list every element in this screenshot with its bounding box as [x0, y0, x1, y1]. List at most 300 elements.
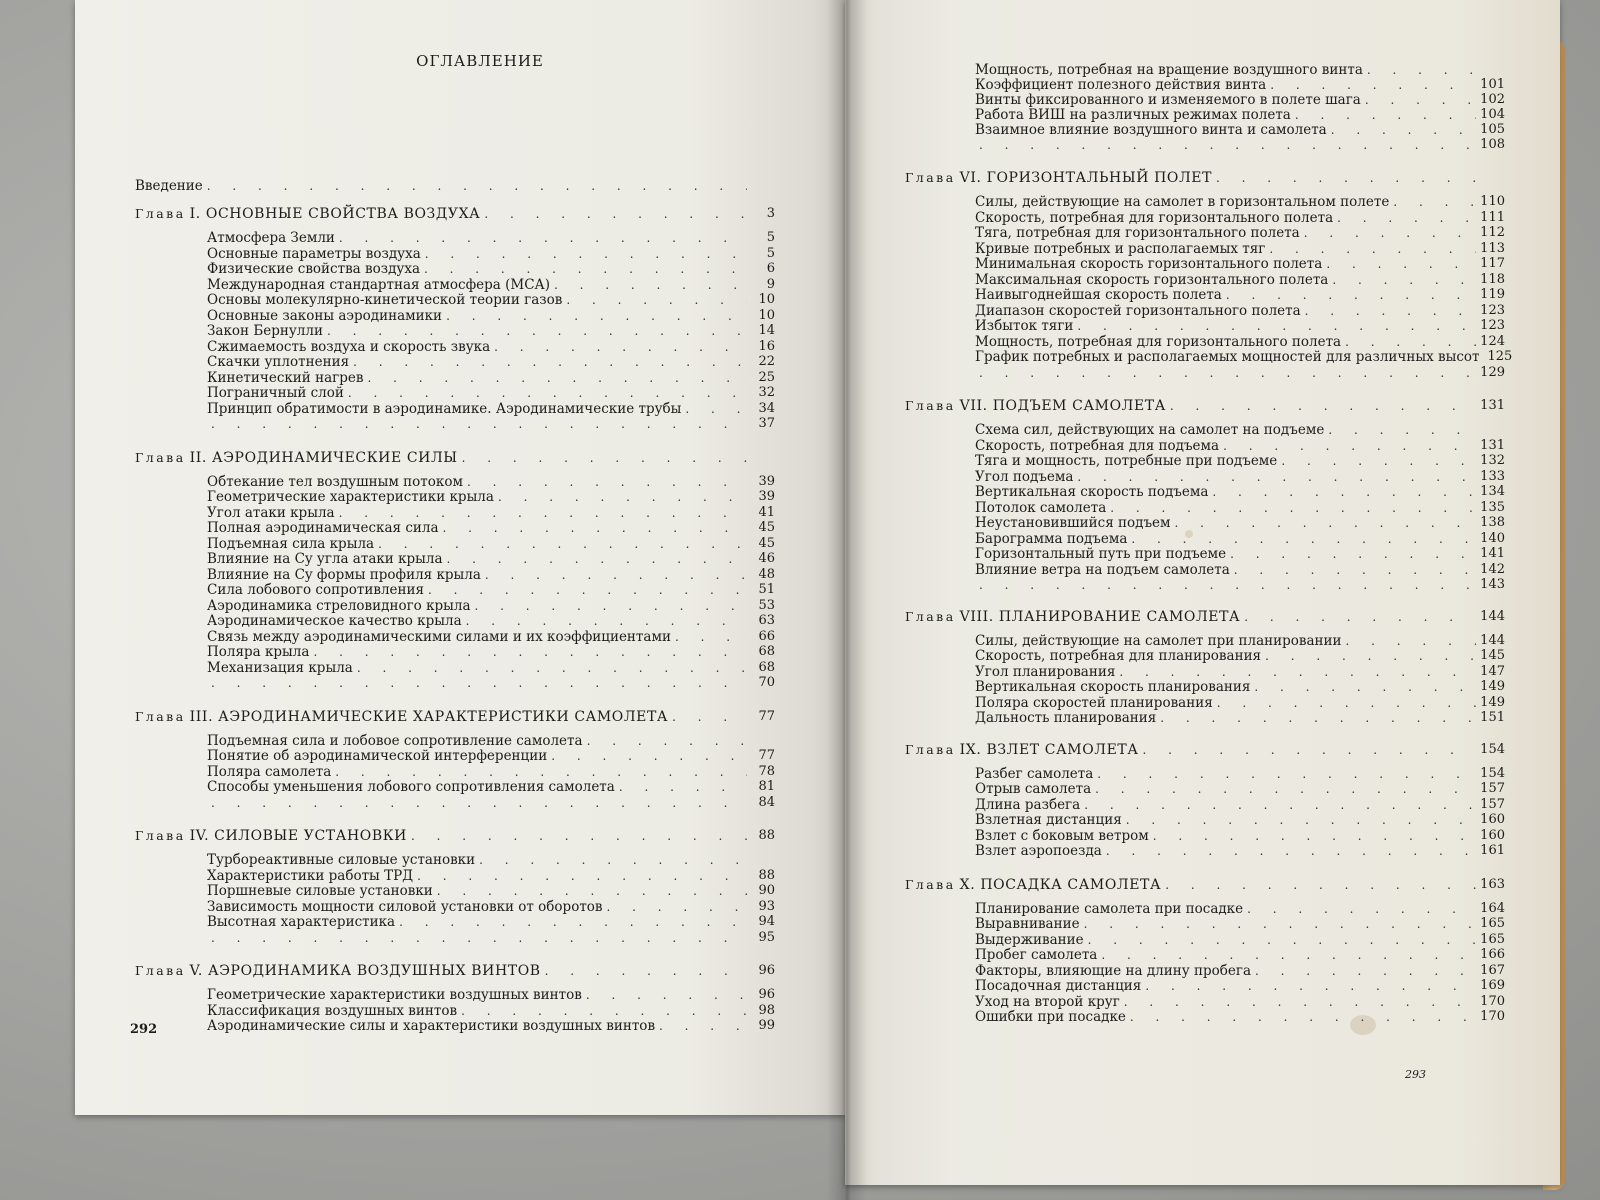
toc-entry-row — [207, 246, 775, 262]
chapter-name: VIII. ПЛАНИРОВАНИЕ САМОЛЕТА — [959, 608, 1241, 625]
leader-dots — [1337, 210, 1476, 226]
page-ref: 149 — [1480, 694, 1505, 710]
toc-entry-row — [975, 797, 1505, 813]
leader-dots — [399, 914, 747, 930]
entry-title — [975, 287, 1222, 303]
chapter-title — [905, 742, 1139, 758]
entry-title — [207, 474, 463, 490]
entry-title — [207, 582, 424, 598]
entry-title — [975, 225, 1300, 241]
leader-dots — [1281, 453, 1476, 469]
toc-entry-row — [207, 582, 775, 598]
leader-dots — [1130, 1009, 1476, 1025]
entry-title — [975, 916, 1080, 932]
page-ref: 110 — [1480, 194, 1505, 209]
page-ref: 10 — [758, 292, 775, 307]
toc-entry-row — [975, 225, 1505, 241]
leader-dots — [1326, 256, 1476, 272]
page-ref: 84 — [758, 794, 775, 810]
entry-name: Кинетический нагрев — [207, 369, 364, 386]
leader-dots — [1124, 994, 1476, 1010]
entry-title — [975, 994, 1120, 1010]
leader-dots — [1212, 484, 1476, 500]
entry-name: Коэффициент полезного действия винта — [975, 77, 1267, 93]
entry-name: Силы, действующие на самолет в горизонтальном полете — [975, 194, 1390, 210]
entry-title — [975, 438, 1219, 454]
toc-entry-row — [207, 520, 775, 536]
entry-name: Международная стандартная атмосфера (МСА) — [207, 276, 551, 293]
page-ref: 151 — [1480, 710, 1505, 725]
page-ref: 117 — [1480, 256, 1505, 271]
entry-name: Физические свойства воздуха — [207, 261, 421, 277]
toc-entry-row — [207, 536, 775, 552]
toc-entry-row — [207, 323, 775, 339]
page-ref: 9 — [766, 276, 775, 292]
page-ref: 161 — [1480, 843, 1505, 858]
page-ref: 77 — [758, 708, 775, 724]
leader-dots — [587, 733, 747, 749]
leader-dots — [1145, 978, 1476, 994]
entry-name: Скачки уплотнения — [207, 354, 350, 370]
page-ref: 147 — [1480, 663, 1505, 679]
entry-title — [975, 241, 1265, 257]
entry-title — [975, 812, 1122, 828]
entry-title — [207, 868, 413, 884]
entry-name: Угол планирования — [975, 663, 1116, 680]
entry-name: Поляра скоростей планирования — [975, 694, 1213, 711]
toc-entry-row — [207, 230, 775, 246]
leader-dots — [348, 385, 747, 401]
toc-entry-row — [975, 648, 1505, 664]
toc-entry-row — [207, 930, 775, 946]
entry-title — [207, 914, 395, 930]
leader-dots — [461, 1003, 747, 1019]
toc-entry-row — [975, 812, 1505, 828]
toc-entry-row — [975, 843, 1505, 859]
toc-entry-row — [975, 963, 1505, 979]
page-ref: 118 — [1480, 271, 1505, 287]
entry-title — [975, 107, 1291, 123]
entry-title — [207, 613, 462, 629]
leader-dots — [1328, 422, 1477, 438]
page-ref: 169 — [1480, 978, 1505, 993]
entry-title — [975, 766, 1093, 782]
entry-title — [207, 852, 475, 868]
page-ref: 95 — [758, 929, 775, 945]
entry-name: Ошибки при посадке — [975, 1009, 1126, 1025]
toc-entry-row — [975, 137, 1505, 153]
entry-title — [207, 370, 363, 386]
toc-chapter-row — [135, 709, 775, 725]
entry-title — [975, 1009, 1126, 1025]
toc-entry-row — [207, 277, 775, 293]
leader-dots — [979, 365, 1476, 381]
leader-dots — [1106, 843, 1476, 859]
leader-dots — [339, 505, 747, 521]
page-ref: 37 — [758, 416, 775, 431]
page-ref: 39 — [758, 489, 775, 504]
leader-dots — [1097, 766, 1476, 782]
page-ref: 70 — [758, 675, 775, 690]
entry-name: Сжимаемость воздуха и скорость звука — [207, 338, 491, 355]
entry-name: Введение — [135, 178, 203, 194]
toc-entry-row — [975, 577, 1505, 593]
toc-entry-row — [975, 515, 1505, 531]
entry-name: Скорость, потребная для планирования — [975, 648, 1262, 664]
leader-dots — [1077, 469, 1476, 485]
page-ref: 39 — [758, 473, 775, 489]
page-ref: 22 — [758, 354, 775, 369]
page-ref: 131 — [1480, 437, 1505, 453]
toc-entry-row — [207, 489, 775, 505]
page-ref: 119 — [1480, 287, 1505, 302]
toc-entry-row — [975, 484, 1505, 500]
entry-name: Поляра самолета — [207, 763, 332, 780]
page-ref: 68 — [758, 644, 775, 659]
page-ref: 104 — [1480, 107, 1505, 122]
toc-chapter-row — [135, 206, 775, 222]
leader-dots — [447, 551, 747, 567]
leader-dots — [443, 520, 747, 536]
entry-name: Основы молекулярно-кинетической теории газов — [207, 292, 563, 308]
entry-name: Минимальная скорость горизонтального полета — [975, 256, 1323, 272]
entry-name: Диапазон скоростей горизонтального полета — [975, 302, 1301, 319]
entry-title — [207, 277, 550, 293]
leader-dots — [335, 764, 747, 780]
leader-dots — [466, 613, 747, 629]
toc-entry-row — [975, 679, 1505, 695]
toc-entry-row — [207, 308, 775, 324]
leader-dots — [339, 230, 747, 246]
leader-dots — [1223, 438, 1476, 454]
leader-dots — [607, 899, 747, 915]
entry-name: Тяга и мощность, потребные при подъеме — [975, 453, 1278, 469]
entry-name: Отрыв самолета — [975, 781, 1092, 797]
page-ref: 81 — [758, 779, 775, 794]
leader-dots — [554, 277, 747, 293]
toc-entry-row — [207, 748, 775, 764]
entry-name: Геометрические характеристики воздушных винтов — [207, 987, 582, 1003]
toc-entry-row — [975, 62, 1505, 78]
entry-name: Неустановившийся подъем — [975, 515, 1171, 531]
entry-title — [975, 484, 1208, 500]
chapter-title — [905, 609, 1240, 625]
entry-name: Вертикальная скорость планирования — [975, 679, 1251, 695]
entry-name: Горизонтальный путь при подъеме — [975, 546, 1227, 562]
entry-title — [975, 122, 1327, 138]
entry-name: Основные параметры воздуха — [207, 245, 421, 262]
toc-entry-row — [207, 401, 775, 417]
toc-entry-row — [975, 107, 1505, 123]
entry-name: Закон Бернулли — [207, 323, 323, 339]
page-ref: 25 — [758, 369, 775, 385]
page-ref: 5 — [766, 230, 775, 245]
leader-dots — [475, 598, 747, 614]
page-ref: 144 — [1480, 632, 1505, 648]
leader-dots — [586, 987, 747, 1003]
leader-dots — [1216, 170, 1477, 186]
leader-dots — [462, 450, 747, 466]
entry-title — [975, 679, 1250, 695]
entry-name: Уход на второй круг — [975, 993, 1120, 1010]
entry-title — [975, 781, 1091, 797]
toc-entry-row — [207, 339, 775, 355]
entry-title — [975, 710, 1156, 726]
leader-dots — [1230, 546, 1476, 562]
toc-entry-row — [975, 664, 1505, 680]
chapter-name: III. АЭРОДИНАМИЧЕСКИЕ ХАРАКТЕРИСТИКИ САМОЛЕТА — [189, 708, 669, 725]
toc-entry-row — [207, 764, 775, 780]
leader-dots — [484, 206, 747, 222]
leader-dots — [1153, 828, 1476, 844]
page-ref: 170 — [1480, 1009, 1505, 1024]
page-ref: 165 — [1480, 916, 1505, 931]
toc-entry-row — [975, 978, 1505, 994]
toc-entry-row — [207, 914, 775, 930]
leader-dots — [1331, 122, 1476, 138]
entry-name: Выдерживание — [975, 931, 1084, 948]
leader-dots — [367, 370, 747, 386]
entry-name: Факторы, влияющие на длину пробега — [975, 962, 1251, 979]
toc-chapter-row — [135, 963, 775, 979]
page-ref: 141 — [1480, 546, 1505, 561]
page-ref: 10 — [758, 307, 775, 323]
leader-dots — [1084, 797, 1476, 813]
entry-title — [975, 963, 1251, 979]
page-ref: 88 — [758, 867, 775, 883]
page-ref: 105 — [1480, 122, 1505, 137]
leader-dots — [1345, 334, 1476, 350]
toc-entry-row — [207, 385, 775, 401]
leader-dots — [313, 644, 747, 660]
entry-name: Схема сил, действующих на самолет на подъеме — [975, 422, 1325, 438]
toc-entry-row — [975, 562, 1505, 578]
leader-dots — [1365, 92, 1476, 108]
toc-entry-row — [975, 256, 1505, 272]
entry-name: Скорость, потребная для подъема — [975, 437, 1220, 454]
toc-entry-row — [975, 695, 1505, 711]
leader-dots — [545, 963, 747, 979]
page-ref: 123 — [1480, 318, 1505, 333]
toc-entry-row — [207, 660, 775, 676]
page-ref: 123 — [1480, 302, 1505, 318]
page-ref: 93 — [758, 898, 775, 914]
page-ref: 167 — [1480, 962, 1505, 978]
toc-chapter-row — [905, 398, 1505, 414]
leader-dots — [211, 675, 747, 691]
toc-entry-row — [207, 675, 775, 691]
toc-entry-row — [975, 287, 1505, 303]
toc-entry-row — [207, 1003, 775, 1019]
page-ref: 111 — [1480, 209, 1505, 225]
chapter-title — [905, 170, 1212, 186]
toc-entry-row — [975, 1009, 1505, 1025]
toc-entry-row — [207, 567, 775, 583]
chapter-label: Глава — [135, 828, 186, 843]
page-ref: 5 — [766, 245, 775, 261]
entry-name: Кривые потребных и располагаемых тяг — [975, 240, 1266, 257]
page-ref: 129 — [1480, 364, 1505, 380]
right-page — [845, 0, 1560, 1185]
toc-entry-row — [975, 781, 1505, 797]
page-ref: 112 — [1480, 225, 1505, 240]
entry-name: Понятие об аэродинамической интерференции — [207, 748, 548, 764]
toc-entry-row — [975, 546, 1505, 562]
book-spine — [827, 0, 867, 1200]
page-ref: 125 — [1487, 349, 1513, 364]
entry-name: Взлет аэропоезда — [975, 843, 1102, 859]
toc-entry-row — [975, 422, 1505, 438]
leader-dots — [1254, 679, 1476, 695]
chapter-title — [135, 206, 480, 222]
page-ref: 164 — [1480, 900, 1505, 916]
entry-title — [207, 1003, 457, 1019]
leader-dots — [551, 748, 747, 764]
page-ref: 131 — [1480, 398, 1505, 413]
entry-name: Механизация крыла — [207, 659, 353, 676]
page-ref: 132 — [1480, 453, 1505, 468]
page-ref: 34 — [758, 400, 775, 416]
entry-name: Угол подъема — [975, 468, 1074, 485]
entry-title — [975, 515, 1171, 531]
entry-name: Сила лобового сопротивления — [207, 582, 425, 598]
entry-name: Подъемная сила крыла — [207, 535, 375, 552]
entry-name: Пограничный слой — [207, 385, 344, 401]
chapter-label: Глава — [905, 876, 956, 892]
entry-title — [207, 733, 583, 749]
entry-title — [207, 899, 603, 915]
toc-entry-row — [975, 916, 1505, 932]
entry-title — [975, 978, 1141, 994]
entry-name: Высотная характеристика — [207, 914, 396, 930]
entry-title — [975, 349, 1479, 365]
entry-title — [207, 779, 615, 795]
entry-name: Влияние на Cy угла атаки крыла — [207, 551, 443, 567]
page-ref: 51 — [758, 582, 775, 597]
entry-title — [975, 932, 1084, 948]
leader-dots — [485, 567, 747, 583]
entry-name: График потребных и располагаемых мощностей для различных высот — [975, 349, 1480, 365]
toc-entry-row — [975, 303, 1505, 319]
entry-name: Характеристики работы ТРД — [207, 867, 414, 884]
entry-title — [975, 947, 1097, 963]
entry-name: Взаимное влияние воздушного винта и самолета — [975, 122, 1327, 138]
toc-entry-row — [975, 349, 1513, 365]
leader-dots — [1143, 742, 1477, 758]
entry-title — [207, 1018, 655, 1034]
entry-title — [975, 272, 1328, 288]
page-ref: 133 — [1480, 468, 1505, 484]
toc-chapter-row — [905, 609, 1505, 625]
page-ref: 102 — [1480, 92, 1505, 107]
chapter-label: Глава — [905, 608, 956, 624]
entry-name: Барограмма подъема — [975, 530, 1128, 547]
entry-name: Скорость, потребная для горизонтального полета — [975, 209, 1334, 226]
chapter-label: Глава — [135, 449, 186, 465]
leader-dots — [494, 339, 747, 355]
entry-name: Винты фиксированного и изменяемого в полете шага — [975, 92, 1361, 108]
entry-name: Связь между аэродинамическими силами и их коэффициентами — [207, 628, 671, 645]
entry-title — [975, 334, 1341, 350]
toc-entry-row — [975, 122, 1505, 138]
page-ref: 66 — [758, 628, 775, 644]
leader-dots — [1084, 916, 1477, 932]
toc-entry-row — [207, 551, 775, 567]
chapter-name: IV. СИЛОВЫЕ УСТАНОВКИ — [189, 828, 407, 844]
toc-entry-row — [207, 868, 775, 884]
page-ref: 45 — [758, 520, 775, 535]
entry-title — [975, 797, 1080, 813]
toc-entry-row — [207, 987, 775, 1003]
entry-title — [975, 256, 1322, 272]
entry-title — [135, 178, 203, 194]
chapter-label: Глава — [905, 741, 956, 757]
leader-dots — [411, 828, 747, 844]
page-ref: 113 — [1480, 240, 1505, 256]
toc-entry-row — [207, 629, 775, 645]
entry-name: Аэродинамические силы и характеристики воздушных винтов — [207, 1018, 656, 1034]
chapter-name: V. АЭРОДИНАМИКА ВОЗДУШНЫХ ВИНТОВ — [189, 963, 541, 979]
leader-dots — [211, 795, 747, 811]
leader-dots — [211, 416, 747, 432]
entry-title — [975, 500, 1106, 516]
leader-dots — [1131, 531, 1476, 547]
leader-dots — [1165, 877, 1476, 893]
page-ref: 145 — [1480, 648, 1505, 663]
toc-entry-row — [207, 474, 775, 490]
page-ref: 165 — [1480, 931, 1505, 947]
page-ref: 142 — [1480, 561, 1505, 577]
entry-title — [207, 261, 420, 277]
page-ref: 166 — [1480, 947, 1505, 962]
entry-title — [975, 664, 1115, 680]
entry-name: Посадочная дистанция — [975, 978, 1142, 994]
entry-name: Аэродинамическое качество крыла — [207, 613, 462, 629]
page-ref: 140 — [1480, 530, 1505, 546]
toc-entry-row — [975, 901, 1505, 917]
toc-entry-row — [975, 272, 1505, 288]
leader-dots — [1270, 77, 1476, 93]
entry-title — [975, 422, 1324, 438]
leader-dots — [1217, 695, 1476, 711]
leader-dots — [659, 1018, 747, 1034]
entry-name: Мощность, потребная на вращение воздушного винта — [975, 62, 1363, 78]
page-number-right: 293 — [1405, 1068, 1426, 1081]
page-ref: 53 — [758, 597, 775, 613]
chapter-label: Глава — [135, 206, 186, 221]
toc-entry-row — [135, 178, 775, 194]
leader-dots — [979, 137, 1476, 153]
leader-dots — [672, 709, 747, 725]
chapter-name: II. АЭРОДИНАМИЧЕСКИЕ СИЛЫ — [189, 449, 458, 466]
leader-dots — [425, 246, 747, 262]
entry-name: Обтекание тел воздушным потоком — [207, 473, 463, 490]
entry-title — [975, 531, 1127, 547]
chapter-name: I. ОСНОВНЫЕ СВОЙСТВА ВОЗДУХА — [189, 206, 481, 222]
chapter-title — [135, 450, 458, 466]
chapter-name: X. ПОСАДКА САМОЛЕТА — [959, 876, 1162, 893]
entry-name: Зависимость мощности силовой установки от оборотов — [207, 898, 603, 915]
toc-entry-row — [975, 92, 1505, 108]
entry-title — [207, 660, 353, 676]
entry-name: Наивыгоднейшая скорость полета — [975, 287, 1222, 303]
page-ref: 90 — [758, 883, 775, 898]
leader-dots — [1255, 963, 1476, 979]
entry-title — [207, 354, 349, 370]
leader-dots — [1265, 648, 1476, 664]
entry-name: Избыток тяги — [975, 318, 1074, 334]
page-ref: 124 — [1480, 333, 1505, 349]
